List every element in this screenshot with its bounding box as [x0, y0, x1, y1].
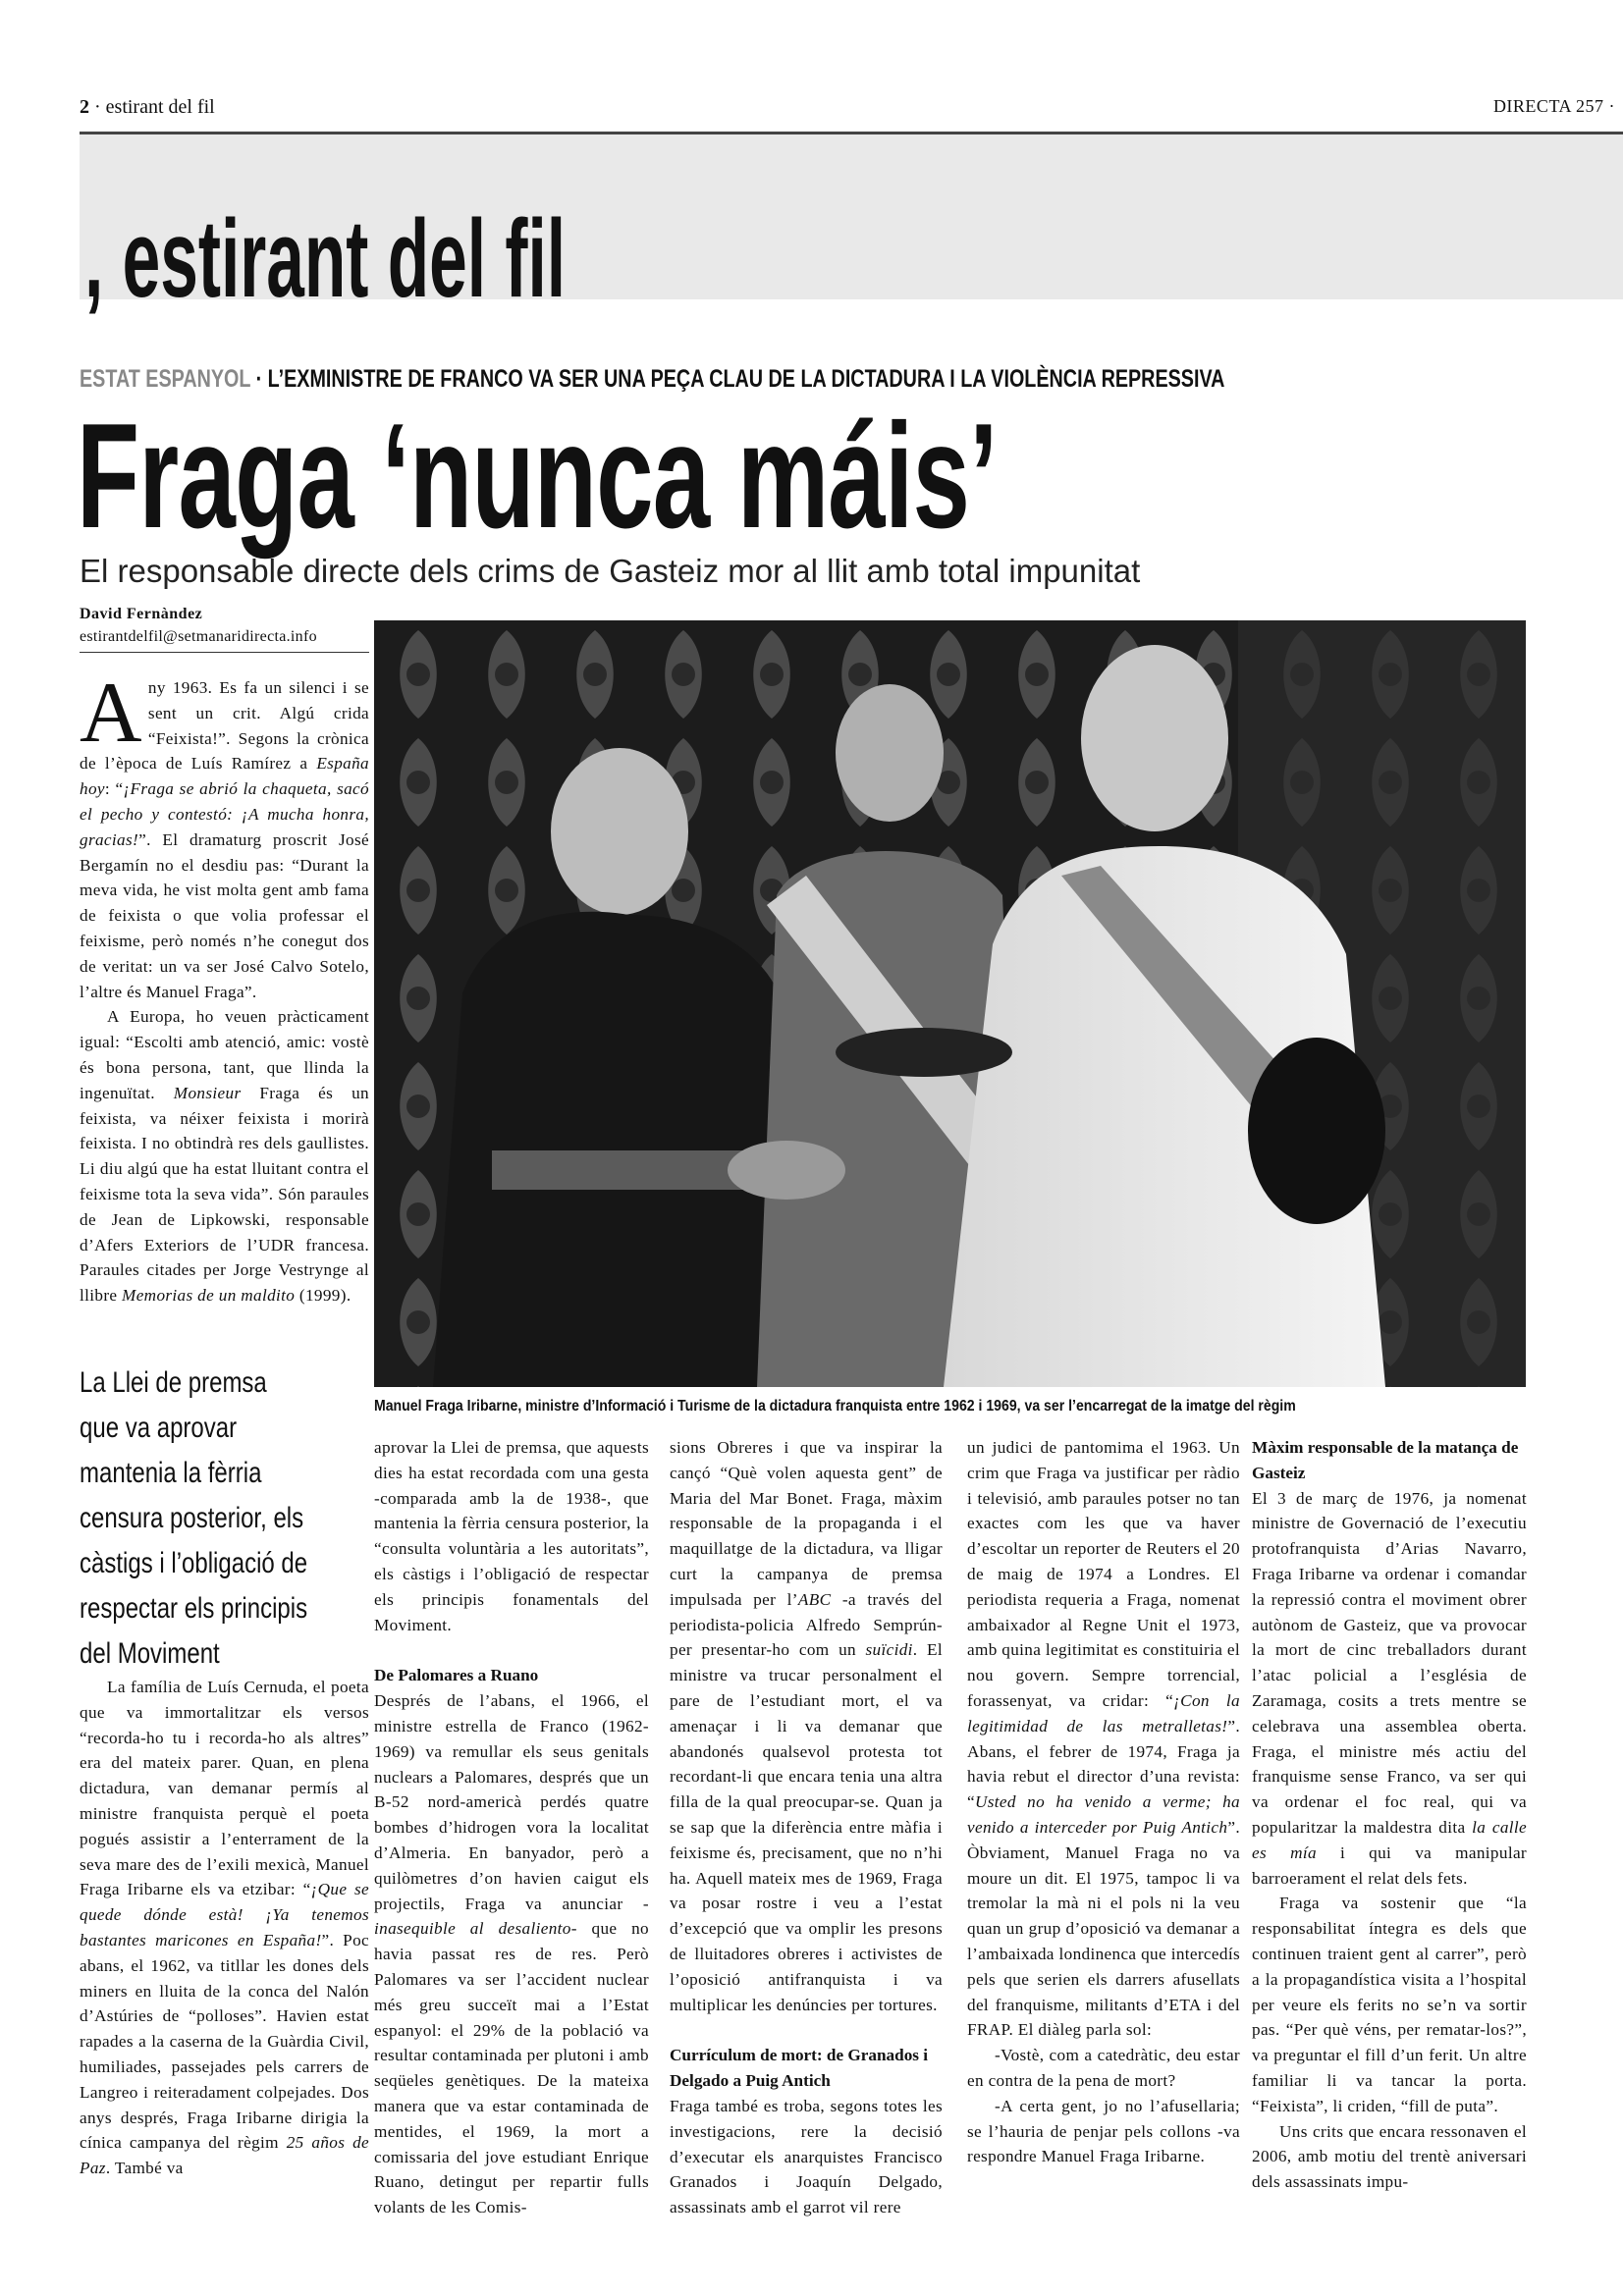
article-column-1-bottom: [80, 1675, 369, 2181]
italic-text: ¡Fraga se abrió la chaqueta, sacó el pecho y contestó: ¡A mucha honra, gracias!: [80, 779, 369, 849]
italic-text: inasequible al desaliento: [374, 1919, 571, 1939]
text: Currículum de mort: de Granados i Delgado a Puig Antich: [670, 2046, 929, 2091]
text: El 3 de març de 1976, ja nomenat ministre de Governació de l’executiu protofranquista d’Arias Navarro, Fraga Iribarne va ordenar i comandar la repressió contra el moviment obrer autònom de Gasteiz, que va provocar la mort de cinc treballadors durant l’atac policial a l’església de Zaramaga, cosits a trets mentre se celebrava una assemblea oberta. Fraga, el ministre més actiu del franquisme sense Franco, va ser qui va ordenar el foc real, qui va popularitzar la maldestra dita: [1252, 1488, 1527, 1837]
article-column-2: [374, 1435, 649, 2220]
pull-quote-line: La Llei de premsa: [80, 1366, 267, 1399]
byline-email[interactable]: estirantdelfil@setmanaridirecta.info: [80, 628, 317, 645]
paragraph: [374, 1435, 649, 1637]
italic-text: Monsieur: [173, 1083, 242, 1102]
kicker-text: · L’EXMINISTRE DE FRANCO VA SER UNA PEÇA CLAU DE LA DICTADURA I LA VIOLÈNCIA REPRESSIVA: [250, 365, 1225, 393]
text: -A certa gent, jo no l’afusellaria; se l’hauria de penjar pels collons -va respondre Manuel Fraga Iribarne.: [967, 2096, 1240, 2166]
running-header-left: [80, 96, 215, 119]
pull-quote-line: càstigs i l’obligació de: [80, 1547, 308, 1579]
paragraph: [670, 1435, 943, 2017]
paragraph: [967, 1435, 1240, 2043]
running-section: · estirant del fil: [89, 96, 215, 118]
photo-caption: Manuel Fraga Iribarne, ministre d’Informació i Turisme de la dictadura franquista entre 1962 i 1969, va ser l’encarregat de la imatge del règim: [374, 1398, 1296, 1415]
kicker-section: ESTAT ESPANYOL: [80, 365, 251, 393]
subheading: [1252, 1435, 1527, 1486]
headline: Fraga ‘nunca máis’: [77, 393, 998, 560]
issue-number: DIRECTA 257 ·: [1492, 96, 1615, 116]
text: un judici de pantomima el 1963. Un crim que Fraga va justificar per ràdio i televisió, amb paraules potser no tan exactes com les que va haver d’escoltar un reporter de Reuters el 20 de maig de 1974 a Londres. El periodista requeria a Fraga, nomenat ambaixador al Regne Unit el 1973, amb quina legitimitat es constituiria el nou govern. Sempre torrencial, forassenyat, va cridar: “: [967, 1438, 1240, 1710]
article-column-4: [967, 1435, 1240, 2169]
pull-quote-line: que va aprovar: [80, 1412, 238, 1444]
subheading: [374, 1663, 649, 1688]
text: -Vostè, com a catedràtic, deu estar en contra de la pena de mort?: [967, 2046, 1240, 2090]
text: i qui va manipular barroerament el relat dels fets.: [1252, 1842, 1527, 1888]
paragraph: [967, 2094, 1240, 2169]
text: ”. El dramaturg proscrit José Bergamín no el desdiu pas: “Durant la meva vida, he vist molta gent amb fama de feixista o que volia professar el feixisme, però només n’he conegut dos de veritat: un va ser José Calvo Sotelo, l’altre és Manuel Fraga”.: [80, 829, 369, 1001]
text: A Europa, ho veuen pràcticament igual: “Escolti amb atenció, amic: vostè és bona persona, tant, que llinda la ingenuïtat.: [80, 1007, 369, 1102]
paragraph: [967, 2043, 1240, 2094]
text: ”. Òbviament, Manuel Fraga no va moure un dit. El 1975, tampoc li va tremolar la mà ni el pols ni la veu quan un grup d’oposició va demanar a l’ambaixada londinenca que intercedís pels que serien els darrers afusellats del franquisme, militants d’ETA i del FRAP. El diàleg parla sol:: [967, 1817, 1240, 2040]
paragraph: [80, 1004, 369, 1308]
subtitle: El responsable directe dels crims de Gasteiz mor al llit amb total impunitat: [80, 553, 1141, 589]
article-column-3: [670, 1435, 943, 2220]
paragraph: [1252, 1486, 1527, 1892]
text: Fraga és un feixista, va néixer feixista i morirà feixista. I no obtindrà res dels gaullistes. Li diu algú que ha estat lluitant contra el feixisme tota la seva vida”. Són paraules de Jean de Lipkowski, responsable d’Afers Exteriors de l’UDR francesa. Paraules citades per Jorge Vestrynge al llibre: [80, 1083, 369, 1306]
italic-text: ABC: [797, 1589, 832, 1609]
text: . El ministre va trucar personalment el pare de l’estudiant mort, el va amenaçar i li va demanar que abandonés qualsevol protesta tot recordant-li que encara tenia una altra filla de la qual preocupar-se. Quan ja se sap que la diferència entre màfia i feixisme és, precisament, que no n’hi ha. Aquell mateix mes de 1969, Fraga va posar rostre i veu a l’estat d’excepció que va omplir les presons de lluitadores obreres i activistes de l’oposició antifranquista i va multiplicar les denúncies per tortures.: [670, 1640, 943, 2014]
text: sions Obreres i que va inspirar la cançó “Què volen aquesta gent” de Maria del Mar Bonet. Fraga, màxim responsable de la propaganda i el maquillatge de la dictadura, va lligar curt la campanya de premsa impulsada per l’: [670, 1438, 943, 1609]
article-photo: [374, 620, 1526, 1387]
byline-rule: [80, 652, 369, 653]
text: Màxim responsable de la matança de Gasteiz: [1252, 1438, 1519, 1482]
text: Uns crits que encara ressonaven el 2006, amb motiu del trentè aniversari dels assassinats impu-: [1252, 2121, 1527, 2192]
italic-text: Memorias de un maldito: [122, 1286, 296, 1306]
article-column-1-top: [80, 666, 369, 1308]
pull-quote-line: censura posterior, els: [80, 1502, 304, 1534]
photo-image: [374, 620, 1526, 1387]
text: -a través del periodista-policia Alfredo Semprún- per presentar-ho com un: [670, 1589, 943, 1660]
italic-text: 25 años de Paz: [80, 2133, 369, 2178]
paragraph: [670, 2094, 943, 2220]
text: (1999).: [295, 1286, 352, 1306]
text: ”. Abans, el febrer de 1974, Fraga ja havia rebut el director d’una revista: “: [967, 1716, 1240, 1812]
text: aprovar la Llei de premsa, que aquests dies ha estat recordada com una gesta -comparada amb la de 1938-, que mantenia la fèrria censura posterior, la “consulta voluntària a les autoritats”, els càstigs i l’obligació de respectar els principis fonamentals del Moviment.: [374, 1438, 649, 1634]
section-title: , estirant del fil: [84, 197, 567, 320]
pull-quote: [80, 1361, 370, 1677]
text: : “: [104, 779, 124, 799]
paragraph: [1252, 2119, 1527, 2195]
text: Fraga també es troba, segons totes les investigacions, rere la decisió d’executar els anarquistes Francisco Granados i Joaquín Delgado, assassinats amb el garrot vil rere: [670, 2096, 943, 2217]
paragraph: [80, 1675, 369, 2181]
italic-text: Usted no ha venido a verme; ha venido a interceder por Puig Antich: [967, 1792, 1240, 1837]
paragraph: [80, 666, 369, 1004]
subheading: [670, 2043, 943, 2094]
text: Fraga va sostenir que “la responsabilitat íntegra es dels que continuen traient gent al carrer”, però a la propagandística visita a l’hospital per veure els ferits no se’n va sortir pas. “Per què véns, per rematar-los?”, va preguntar el fill d’un ferit. Un altre familiar li va tancar la porta. “Feixista”, li criden, “fill de puta”.: [1252, 1894, 1527, 2115]
text: ny 1963. Es fa un silenci i se sent un crit. Algú crida “Feixista!”. Segons la crònica de l’època de Luís Ramírez a: [80, 678, 369, 774]
italic-text: ¡Con la legitimidad de las metralletas!: [967, 1690, 1240, 1735]
byline-author: David Fernàndez: [80, 606, 203, 622]
page-number: 2: [80, 96, 89, 118]
drop-cap: A: [80, 666, 142, 761]
text: ”. Poc abans, el 1962, va titllar les dones dels miners en lluita de la conca del Nalón d’Astúries de “polloses”. Havien estat rapades a la caserna de la Guàrdia Civil, humiliades, passejades pels carrers de Langreo i reiteradament colpejades. Dos anys després, Fraga Iribarne dirigia la cínica campanya del règim: [80, 1930, 369, 2153]
text: Després de l’abans, el 1966, el ministre estrella de Franco (1962-1969) va remullar els seus genitals nuclears a Palomares, després que un B-52 nord-americà perdés quatre bombes d’hidrogen vora la localitat d’Almeria. En banyador, però a quilòmetres d’on havien caigut els projectils, Fraga va anunciar -: [374, 1691, 649, 1913]
paragraph: [374, 1688, 649, 2220]
italic-text: ¡Que se quede dónde està! ¡Ya tenemos bastantes maricones en España!: [80, 1880, 369, 1949]
pull-quote-line: del Moviment: [80, 1637, 220, 1670]
text: De Palomares a Ruano: [374, 1666, 539, 1685]
pull-quote-line: respectar els principis: [80, 1592, 308, 1625]
text: - que no havia passat res de res. Però Palomares va ser l’accident nuclear més greu succeït mai a l’Estat espanyol: el 29% de la població va resultar contaminada per plutoni i amb seqüeles genètiques. De la mateixa manera que va estar contaminada de mentides, el 1969, la mort a comissaria del jove estudiant Enrique Ruano, detingut per repartir fulls volants de les Comis-: [374, 1919, 649, 2217]
pull-quote-line: mantenia la fèrria: [80, 1457, 262, 1489]
italic-text: suïcidi: [865, 1640, 913, 1660]
italic-text: la calle es mía: [1252, 1817, 1527, 1862]
text: . També va: [105, 2159, 184, 2178]
text: La família de Luís Cernuda, el poeta que va immortalitzar els versos “recorda-ho tu i recorda-ho als altres” era del mateix parer. Quan, en plena dictadura, van demanar permís al ministre franquista perquè el poeta pogués assistir a l’enterrament de la seva mare des de l’exili mexicà, Manuel Fraga Iribarne els va etzibar: “: [80, 1678, 369, 1899]
article-column-5: [1252, 1435, 1527, 2195]
paragraph: [1252, 1891, 1527, 2118]
kicker: [80, 365, 1224, 394]
italic-text: España hoy: [80, 754, 369, 799]
